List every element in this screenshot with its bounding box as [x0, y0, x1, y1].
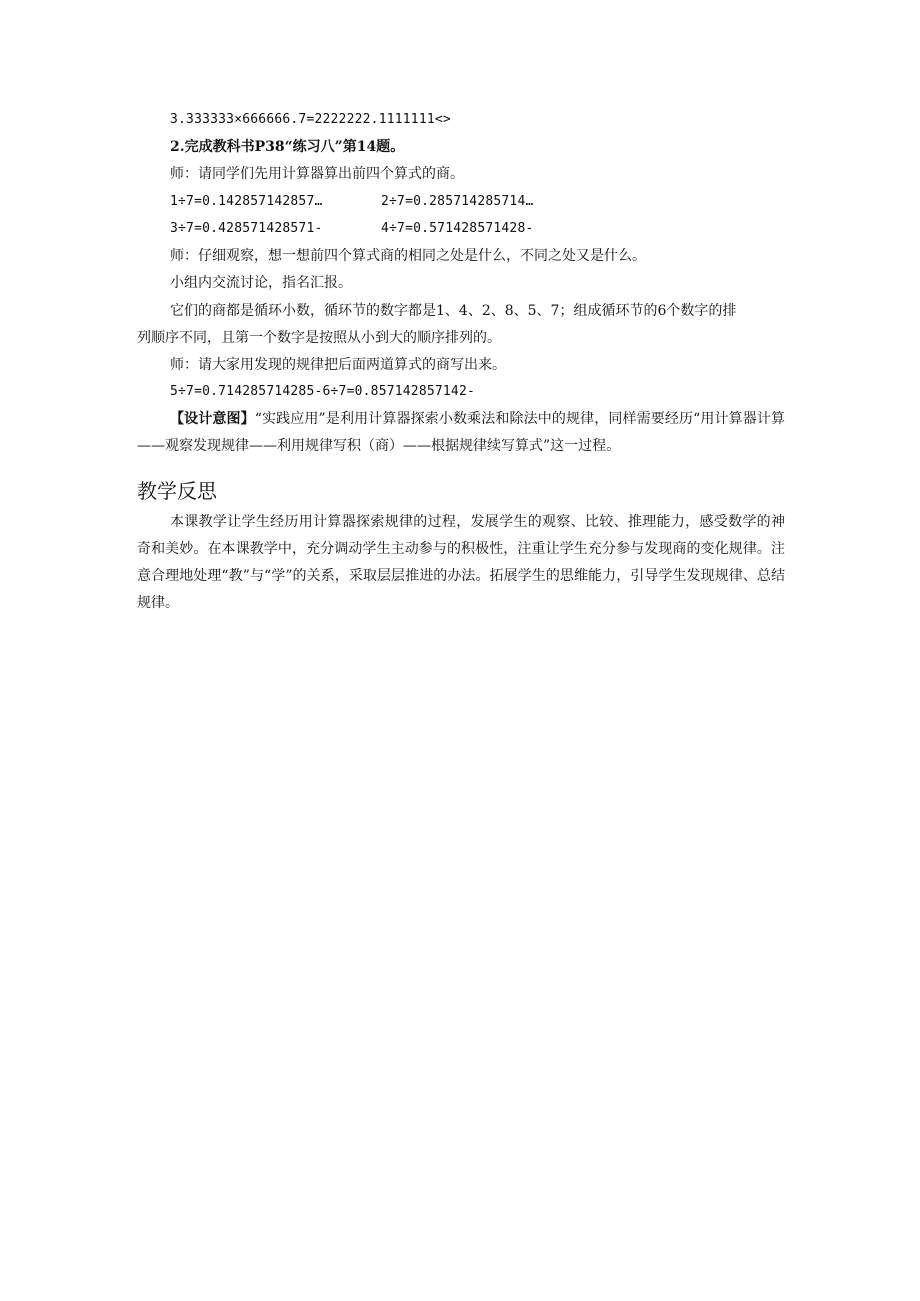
answer-line-1: 它们的商都是循环小数，循环节的数字都是1、4、2、8、5、7；组成循环节的6个数字的排 [170, 303, 737, 319]
quotient-4-7: 4÷7=0.571428571428- [381, 221, 534, 236]
reflection-heading: 教学反思 [137, 479, 217, 503]
design-intent-paragraph [137, 406, 785, 460]
quotient-3-7: 3÷7=0.428571428571- [170, 221, 323, 236]
answer-line-2: 列顺序不同，且第一个数字是按照从小到大的顺序排列的。 [137, 330, 501, 346]
quotient-row-2 [170, 219, 770, 239]
quotient-row-3: 5÷7=0.714285714285-6÷7=0.857142857142- [170, 384, 476, 399]
design-intent-label: 【设计意图】 [170, 411, 255, 427]
teacher-prompt-3: 师：请大家用发现的规律把后面两道算式的商写出来。 [170, 357, 506, 373]
quotient-2-7: 2÷7=0.285714285714… [381, 194, 534, 209]
equation-line-1: 3.333333×666666.7=2222222.1111111<> [170, 112, 451, 127]
design-intent-text: “实践应用”是利用计算器探索小数乘法和除法中的规律，同样需要经历“用计算器计算——观察发现规律——利用规律写积（商）——根据规律续写算式”这一过程。 [137, 411, 785, 454]
quotient-1-7: 1÷7=0.142857142857… [170, 194, 323, 209]
quotient-row-1 [170, 192, 770, 212]
teacher-prompt-1: 师：请同学们先用计算器算出前四个算式的商。 [170, 166, 464, 182]
group-discussion-line: 小组内交流讨论，指名汇报。 [170, 275, 352, 291]
reflection-paragraph: 本课教学让学生经历用计算器探索规律的过程，发展学生的观察、比较、推理能力，感受数学的神奇和美妙。在本课教学中，充分调动学生主动参与的积极性，注重让学生充分参与发现商的变化规律。注意合理地处理“教”与“学”的关系，采取层层推进的办法。拓展学生的思维能力，引导学生发现规律、总结规律。 [137, 514, 785, 611]
exercise-heading: 2.完成教科书P38“练习八”第14题。 [170, 139, 405, 155]
teacher-prompt-2: 师：仔细观察，想一想前四个算式商的相同之处是什么，不同之处又是什么。 [170, 248, 646, 264]
